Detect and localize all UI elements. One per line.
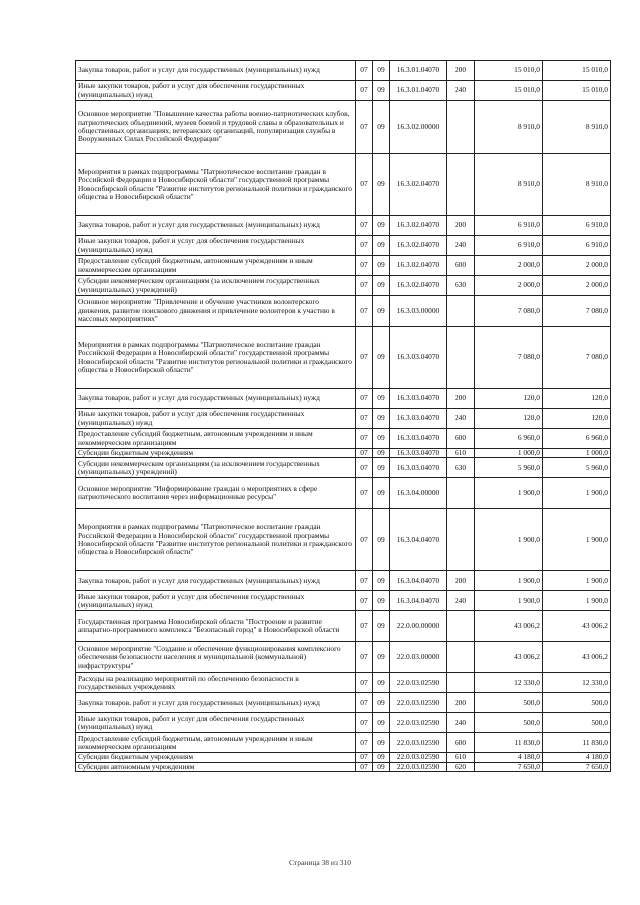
- row-sum-1: 43 006,2: [475, 642, 543, 673]
- row-rz: 07: [356, 236, 373, 256]
- row-sum-1: 500,0: [475, 713, 543, 733]
- table-row: [76, 429, 611, 449]
- row-vr: 200: [447, 389, 475, 409]
- row-sum-2: 1 900,0: [543, 478, 611, 509]
- row-pr: 09: [373, 429, 390, 449]
- row-vr: 240: [447, 236, 475, 256]
- row-rz: 07: [356, 458, 373, 478]
- row-rz: 07: [356, 327, 373, 389]
- row-csr: 16.3.03.04070: [390, 449, 447, 458]
- row-csr: 22.0.03.02590: [390, 733, 447, 753]
- row-rz: 07: [356, 154, 373, 216]
- row-pr: 09: [373, 61, 390, 81]
- row-sum-1: 7 650,0: [475, 762, 543, 771]
- row-rz: 07: [356, 693, 373, 713]
- row-csr: 22.0.03.02590: [390, 693, 447, 713]
- row-pr: 09: [373, 713, 390, 733]
- row-vr: 240: [447, 591, 475, 611]
- row-pr: 09: [373, 458, 390, 478]
- row-sum-1: 15 010,0: [475, 61, 543, 81]
- row-name: Государственная программа Новосибирской области "Построение и развитие аппаратно-программного комплекса "Безопасный город" в Новосибирской области: [76, 611, 356, 642]
- row-sum-2: 7 080,0: [543, 327, 611, 389]
- row-csr: 16.3.04.04070: [390, 591, 447, 611]
- row-pr: 09: [373, 753, 390, 762]
- row-pr: 09: [373, 449, 390, 458]
- row-csr: 16.3.01.04070: [390, 61, 447, 81]
- row-name: Субсидии автономным учреждениям: [76, 762, 356, 771]
- row-sum-2: 11 830,0: [543, 733, 611, 753]
- row-sum-2: 7 080,0: [543, 296, 611, 327]
- table-row: [76, 753, 611, 762]
- row-rz: 07: [356, 713, 373, 733]
- row-vr: 630: [447, 276, 475, 296]
- row-sum-2: 12 330,0: [543, 673, 611, 693]
- table-row: [76, 458, 611, 478]
- row-sum-1: 2 000,0: [475, 256, 543, 276]
- table-row: [76, 276, 611, 296]
- row-csr: 16.3.03.04070: [390, 458, 447, 478]
- row-name: Закупка товаров, работ и услуг для государственных (муниципальных) нужд: [76, 216, 356, 236]
- row-name: Расходы на реализацию мероприятий по обеспечению безопасности в государственных учреждениях: [76, 673, 356, 693]
- row-sum-1: 7 080,0: [475, 296, 543, 327]
- row-csr: 22.0.03.02590: [390, 753, 447, 762]
- row-sum-1: 11 830,0: [475, 733, 543, 753]
- row-csr: 16.3.02.04070: [390, 236, 447, 256]
- row-vr: [447, 509, 475, 571]
- row-rz: 07: [356, 591, 373, 611]
- row-vr: 610: [447, 449, 475, 458]
- row-rz: 07: [356, 733, 373, 753]
- table-row: [76, 216, 611, 236]
- row-vr: [447, 327, 475, 389]
- row-name: Закупка товаров, работ и услуг для государственных (муниципальных) нужд: [76, 61, 356, 81]
- table-row: [76, 478, 611, 509]
- row-sum-2: 120,0: [543, 389, 611, 409]
- row-name: Иные закупки товаров, работ и услуг для обеспечения государственных (муниципальных) нужд: [76, 713, 356, 733]
- row-csr: 16.3.04.00000: [390, 478, 447, 509]
- row-pr: 09: [373, 154, 390, 216]
- row-pr: 09: [373, 571, 390, 591]
- row-pr: 09: [373, 389, 390, 409]
- row-sum-1: 6 910,0: [475, 236, 543, 256]
- table-row: [76, 154, 611, 216]
- row-sum-1: 2 000,0: [475, 276, 543, 296]
- row-name: Закупка товаров, работ и услуг для государственных (муниципальных) нужд: [76, 571, 356, 591]
- row-sum-1: 120,0: [475, 389, 543, 409]
- row-name: Мероприятия в рамках подпрограммы "Патриотическое воспитание граждан в Российской Федерации в Новосибирской области" государственной программы Новосибирской области "Развитие институтов региональной политики и гражданского общества в Новосибирской области": [76, 154, 356, 216]
- row-sum-2: 1 000,0: [543, 449, 611, 458]
- page-footer: Страница 38 из 310: [288, 858, 352, 867]
- row-vr: [447, 101, 475, 154]
- row-pr: 09: [373, 478, 390, 509]
- row-vr: 600: [447, 733, 475, 753]
- row-name: Предоставление субсидий бюджетным, автономным учреждениям и иным некоммерческим организациям: [76, 256, 356, 276]
- row-vr: 240: [447, 409, 475, 429]
- row-pr: 09: [373, 216, 390, 236]
- table-row: [76, 256, 611, 276]
- row-sum-1: 7 080,0: [475, 327, 543, 389]
- row-vr: [447, 478, 475, 509]
- row-name: Закупка товаров, работ и услуг для государственных (муниципальных) нужд: [76, 389, 356, 409]
- row-csr: 16.3.02.04070: [390, 256, 447, 276]
- row-pr: 09: [373, 611, 390, 642]
- row-sum-1: 43 006,2: [475, 611, 543, 642]
- row-vr: [447, 642, 475, 673]
- row-vr: 240: [447, 713, 475, 733]
- row-csr: 16.3.04.04070: [390, 509, 447, 571]
- row-rz: 07: [356, 611, 373, 642]
- row-rz: 07: [356, 509, 373, 571]
- row-csr: 16.3.04.04070: [390, 571, 447, 591]
- row-pr: 09: [373, 101, 390, 154]
- row-rz: 07: [356, 389, 373, 409]
- row-name: Предоставление субсидий бюджетным, автономным учреждениям и иным некоммерческим организациям: [76, 429, 356, 449]
- row-csr: 22.0.00.00000: [390, 611, 447, 642]
- row-sum-1: 1 900,0: [475, 591, 543, 611]
- budget-table: [75, 60, 611, 772]
- row-sum-2: 7 650,0: [543, 762, 611, 771]
- row-vr: 600: [447, 256, 475, 276]
- row-sum-2: 15 010,0: [543, 61, 611, 81]
- table-row: [76, 693, 611, 713]
- row-sum-2: 500,0: [543, 713, 611, 733]
- row-sum-2: 1 900,0: [543, 591, 611, 611]
- row-sum-2: 1 900,0: [543, 509, 611, 571]
- row-rz: 07: [356, 256, 373, 276]
- row-vr: [447, 296, 475, 327]
- row-rz: 07: [356, 81, 373, 101]
- row-sum-2: 2 000,0: [543, 256, 611, 276]
- row-name: Основное мероприятие "Создание и обеспечение функционирования комплексного обеспечения безопасности населения и муниципальной (коммунальной) инфраструктуры": [76, 642, 356, 673]
- row-pr: 09: [373, 296, 390, 327]
- row-vr: 620: [447, 762, 475, 771]
- row-csr: 16.3.02.04070: [390, 216, 447, 236]
- row-csr: 16.3.03.04070: [390, 389, 447, 409]
- row-pr: 09: [373, 591, 390, 611]
- row-csr: 16.3.03.04070: [390, 327, 447, 389]
- row-sum-2: 43 006,2: [543, 611, 611, 642]
- row-pr: 09: [373, 409, 390, 429]
- row-pr: 09: [373, 256, 390, 276]
- table-row: [76, 509, 611, 571]
- row-sum-1: 12 330,0: [475, 673, 543, 693]
- row-name: Основное мероприятие "Привлечение и обучение участников волонтерского движения, развитие поискового движения и привлечение волонтеров к участию в массовых мероприятиях": [76, 296, 356, 327]
- row-vr: [447, 673, 475, 693]
- row-name: Мероприятия в рамках подпрограммы "Патриотическое воспитание граждан Российской Федерации в Новосибирской области" государственной программы Новосибирской области "Развитие институтов региональной политики и гражданского общества в Новосибирской области": [76, 509, 356, 571]
- row-sum-1: 6 960,0: [475, 429, 543, 449]
- row-csr: 22.0.03.02590: [390, 762, 447, 771]
- row-rz: 07: [356, 61, 373, 81]
- row-rz: 07: [356, 762, 373, 771]
- row-sum-2: 120,0: [543, 409, 611, 429]
- row-pr: 09: [373, 673, 390, 693]
- row-csr: 16.3.01.04070: [390, 81, 447, 101]
- row-rz: 07: [356, 216, 373, 236]
- row-sum-1: 1 900,0: [475, 571, 543, 591]
- row-sum-1: 4 180,0: [475, 753, 543, 762]
- row-csr: 16.3.03.04070: [390, 409, 447, 429]
- row-sum-1: 15 010,0: [475, 81, 543, 101]
- table-row: [76, 409, 611, 429]
- table-row: [76, 101, 611, 154]
- row-vr: [447, 154, 475, 216]
- row-rz: 07: [356, 753, 373, 762]
- row-sum-2: 8 910,0: [543, 154, 611, 216]
- table-row: [76, 61, 611, 81]
- row-rz: 07: [356, 449, 373, 458]
- row-sum-1: 5 960,0: [475, 458, 543, 478]
- row-sum-2: 43 006,2: [543, 642, 611, 673]
- row-sum-2: 6 960,0: [543, 429, 611, 449]
- row-sum-2: 500,0: [543, 693, 611, 713]
- row-sum-2: 6 910,0: [543, 216, 611, 236]
- table-row: [76, 389, 611, 409]
- row-pr: 09: [373, 693, 390, 713]
- row-csr: 16.3.03.04070: [390, 429, 447, 449]
- table-row: [76, 611, 611, 642]
- row-name: Субсидии бюджетным учреждениям: [76, 753, 356, 762]
- table-body: [76, 61, 611, 772]
- row-sum-2: 4 180,0: [543, 753, 611, 762]
- row-csr: 16.3.02.00000: [390, 101, 447, 154]
- row-rz: 07: [356, 296, 373, 327]
- row-pr: 09: [373, 762, 390, 771]
- row-csr: 16.3.02.04070: [390, 154, 447, 216]
- row-rz: 07: [356, 478, 373, 509]
- row-sum-1: 8 910,0: [475, 101, 543, 154]
- row-sum-1: 8 910,0: [475, 154, 543, 216]
- row-name: Иные закупки товаров, работ и услуг для обеспечения государственных (муниципальных) нужд: [76, 81, 356, 101]
- row-name: Закупка товаров, работ и услуг для государственных (муниципальных) нужд: [76, 693, 356, 713]
- table-row: [76, 81, 611, 101]
- row-pr: 09: [373, 733, 390, 753]
- row-csr: 22.0.03.02590: [390, 713, 447, 733]
- row-vr: 200: [447, 61, 475, 81]
- row-pr: 09: [373, 276, 390, 296]
- row-pr: 09: [373, 81, 390, 101]
- row-sum-2: 8 910,0: [543, 101, 611, 154]
- row-sum-2: 6 910,0: [543, 236, 611, 256]
- row-pr: 09: [373, 327, 390, 389]
- table-row: [76, 236, 611, 256]
- row-rz: 07: [356, 101, 373, 154]
- row-vr: 610: [447, 753, 475, 762]
- row-rz: 07: [356, 673, 373, 693]
- row-csr: 22.0.03.00000: [390, 642, 447, 673]
- row-sum-2: 5 960,0: [543, 458, 611, 478]
- row-sum-2: 15 010,0: [543, 81, 611, 101]
- row-name: Основное мероприятие "Информирование граждан о мероприятиях в сфере патриотического воспитания через информационные ресурсы": [76, 478, 356, 509]
- table-row: [76, 642, 611, 673]
- table-row: [76, 762, 611, 771]
- table-row: [76, 327, 611, 389]
- row-sum-1: 1 900,0: [475, 478, 543, 509]
- row-name: Иные закупки товаров, работ и услуг для обеспечения государственных (муниципальных) нужд: [76, 409, 356, 429]
- row-rz: 07: [356, 276, 373, 296]
- row-name: Иные закупки товаров, работ и услуг для обеспечения государственных (муниципальных) нужд: [76, 591, 356, 611]
- row-name: Предоставление субсидий бюджетным, автономным учреждениям и иным некоммерческим организациям: [76, 733, 356, 753]
- row-pr: 09: [373, 236, 390, 256]
- row-rz: 07: [356, 571, 373, 591]
- row-vr: 200: [447, 693, 475, 713]
- row-rz: 07: [356, 409, 373, 429]
- row-name: Иные закупки товаров, работ и услуг для обеспечения государственных (муниципальных) нужд: [76, 236, 356, 256]
- row-sum-2: 2 000,0: [543, 276, 611, 296]
- row-name: Субсидии некоммерческим организациям (за исключением государственных (муниципальных) учреждений): [76, 276, 356, 296]
- table-row: [76, 296, 611, 327]
- row-pr: 09: [373, 509, 390, 571]
- row-sum-1: 120,0: [475, 409, 543, 429]
- row-sum-1: 500,0: [475, 693, 543, 713]
- table-row: [76, 733, 611, 753]
- row-vr: [447, 611, 475, 642]
- row-vr: 240: [447, 81, 475, 101]
- table-row: [76, 713, 611, 733]
- row-sum-1: 1 000,0: [475, 449, 543, 458]
- row-sum-1: 6 910,0: [475, 216, 543, 236]
- table-row: [76, 591, 611, 611]
- row-name: Основное мероприятие "Повышение качества работы военно-патриотических клубов, патриотических объединений, музеев боевой и трудовой славы в образовательных и общественных организациях, ветеранских организаций, популяризация службы в Вооруженных Силах Российской Федерации": [76, 101, 356, 154]
- row-csr: 22.0.03.02590: [390, 673, 447, 693]
- row-csr: 16.3.02.04070: [390, 276, 447, 296]
- row-name: Субсидии некоммерческим организациям (за исключением государственных (муниципальных) учреждений): [76, 458, 356, 478]
- table-row: [76, 449, 611, 458]
- row-name: Мероприятия в рамках подпрограммы "Патриотическое воспитание граждан Российской Федерации в Новосибирской области" государственной программы Новосибирской области "Развитие институтов региональной политики и гражданского общества в Новосибирской области": [76, 327, 356, 389]
- row-rz: 07: [356, 642, 373, 673]
- row-rz: 07: [356, 429, 373, 449]
- row-vr: 600: [447, 429, 475, 449]
- row-vr: 630: [447, 458, 475, 478]
- row-csr: 16.3.03.00000: [390, 296, 447, 327]
- row-sum-2: 1 900,0: [543, 571, 611, 591]
- row-vr: 200: [447, 571, 475, 591]
- table-row: [76, 571, 611, 591]
- table-row: [76, 673, 611, 693]
- row-pr: 09: [373, 642, 390, 673]
- row-vr: 200: [447, 216, 475, 236]
- row-name: Субсидии бюджетным учреждениям: [76, 449, 356, 458]
- row-sum-1: 1 900,0: [475, 509, 543, 571]
